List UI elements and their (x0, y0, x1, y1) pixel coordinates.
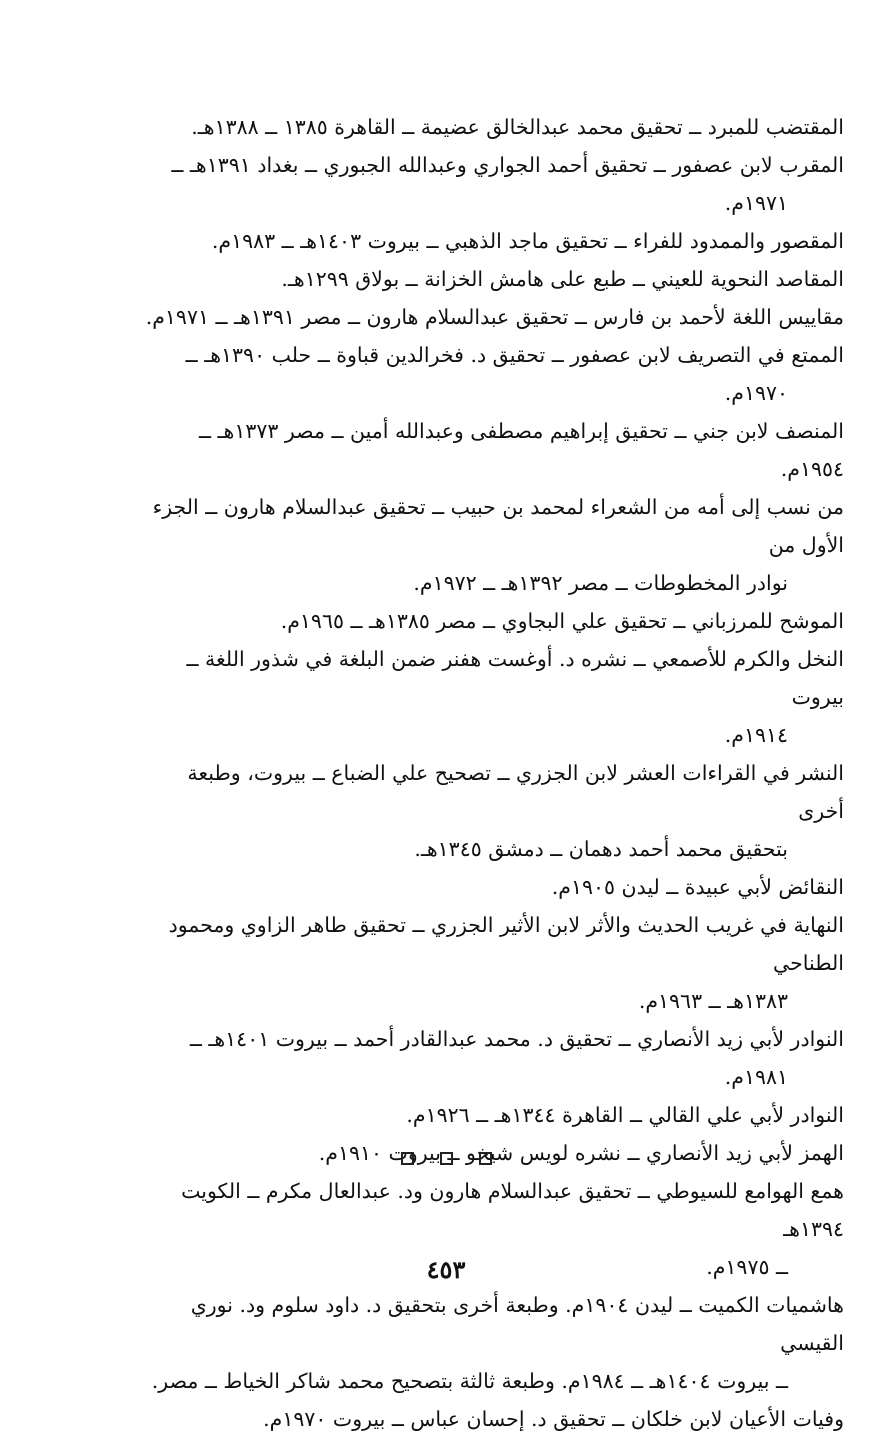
bibliography-entry (145, 906, 844, 1020)
bibliography-entry (145, 412, 844, 488)
entry-continuation: ــ ١٩٧٥م. (706, 1255, 788, 1279)
entry-text: المقصور والممدود للفراء ــ تحقيق ماجد الذهبي ــ بيروت ١٤٠٣هـ ــ ١٩٨٣م. (211, 229, 844, 253)
entry-text: هاشميات الكميت ــ ليدن ١٩٠٤م. وطبعة أخرى بتحقيق د. داود سلوم ود. نوري القيسي (190, 1293, 844, 1355)
entry-text: النشر في القراءات العشر لابن الجزري ــ تصحيح علي الضباع ــ بيروت، وطبعة أخرى (187, 761, 844, 823)
bibliography-entry (145, 488, 844, 602)
entry-continuation: ١٩٧٠م. (724, 381, 788, 405)
entry-text: المنصف لابن جني ــ تحقيق إبراهيم مصطفى وعبدالله أمين ــ مصر ١٣٧٣هـ ــ ١٩٥٤م. (198, 419, 844, 481)
entry-continuation: نوادر المخطوطات ــ مصر ١٣٩٢هـ ــ ١٩٧٢م. (413, 571, 788, 595)
entry-text: مقاييس اللغة لأحمد بن فارس ــ تحقيق عبدالسلام هارون ــ مصر ١٣٩١هـ ــ ١٩٧١م. (145, 305, 844, 329)
section-divider (0, 1152, 892, 1165)
bibliography-entry (145, 1096, 844, 1134)
bibliography-entry (145, 108, 844, 146)
entry-continuation: ١٣٨٣هـ ــ ١٩٦٣م. (638, 989, 788, 1013)
bibliography-entry (145, 754, 844, 868)
page-number: ٤٥٣ (426, 1255, 466, 1284)
entry-text: النخل والكرم للأصمعي ــ نشره د. أوغست هفنر ضمن البلغة في شذور اللغة ــ بيروت (186, 647, 844, 709)
bibliography-list (145, 108, 844, 1438)
entry-text: همع الهوامع للسيوطي ــ تحقيق عبدالسلام هارون ود. عبدالعال مكرم ــ الكويت ١٣٩٤هـ (181, 1179, 844, 1241)
entry-text: النقائض لأبي عبيدة ــ ليدن ١٩٠٥م. (551, 875, 844, 899)
entry-text: المقاصد النحوية للعيني ــ طبع على هامش الخزانة ــ بولاق ١٢٩٩هـ. (281, 267, 844, 291)
bibliography-entry (145, 602, 844, 640)
square-ornament-icon (440, 1152, 453, 1165)
entry-continuation: ١٩١٤م. (724, 723, 788, 747)
square-ornament-icon (401, 1152, 414, 1165)
entry-text: الهمز لأبي زيد الأنصاري ــ نشره لويس شيخو ــ بيروت ١٩١٠م. (318, 1141, 844, 1165)
bibliography-entry (145, 336, 844, 412)
bibliography-entry (145, 260, 844, 298)
bibliography-entry (145, 640, 844, 754)
entry-text: الممتع في التصريف لابن عصفور ــ تحقيق د. فخرالدين قباوة ــ حلب ١٣٩٠هـ ــ (185, 343, 844, 367)
entry-text: من نسب إلى أمه من الشعراء لمحمد بن حبيب ــ تحقيق عبدالسلام هارون ــ الجزء الأول من (152, 495, 844, 557)
entry-text: النهاية في غريب الحديث والأثر لابن الأثير الجزري ــ تحقيق طاهر الزاوي ومحمود الطناحي (168, 913, 844, 975)
bibliography-entry (145, 222, 844, 260)
entry-text: وفيات الأعيان لابن خلكان ــ تحقيق د. إحسان عباس ــ بيروت ١٩٧٠م. (263, 1407, 844, 1431)
entry-text: النوادر لأبي زيد الأنصاري ــ تحقيق د. محمد عبدالقادر أحمد ــ بيروت ١٤٠١هـ ــ (189, 1027, 844, 1051)
entry-continuation: بتحقيق محمد أحمد دهمان ــ دمشق ١٣٤٥هـ. (414, 837, 788, 861)
bibliography-entry (145, 1020, 844, 1096)
square-ornament-icon (479, 1152, 492, 1165)
entry-text: المقرب لابن عصفور ــ تحقيق أحمد الجواري وعبدالله الجبوري ــ بغداد ١٣٩١هـ ــ (171, 153, 844, 177)
entry-text: المقتضب للمبرد ــ تحقيق محمد عبدالخالق عضيمة ــ القاهرة ١٣٨٥ ــ ١٣٨٨هـ. (191, 115, 844, 139)
entry-continuation: ١٩٨١م. (724, 1065, 788, 1089)
entry-continuation: ــ بيروت ١٤٠٤هـ ــ ١٩٨٤م. وطبعة ثالثة بتصحيح محمد شاكر الخياط ــ مصر. (151, 1369, 788, 1393)
bibliography-entry (145, 298, 844, 336)
bibliography-entry (145, 1400, 844, 1438)
bibliography-entry (145, 868, 844, 906)
entry-continuation: ١٩٧١م. (724, 191, 788, 215)
bibliography-entry (145, 146, 844, 222)
entry-text: الموشح للمرزباني ــ تحقيق علي البجاوي ــ مصر ١٣٨٥هـ ــ ١٩٦٥م. (280, 609, 844, 633)
entry-text: النوادر لأبي علي القالي ــ القاهرة ١٣٤٤هـ ــ ١٩٢٦م. (406, 1103, 844, 1127)
